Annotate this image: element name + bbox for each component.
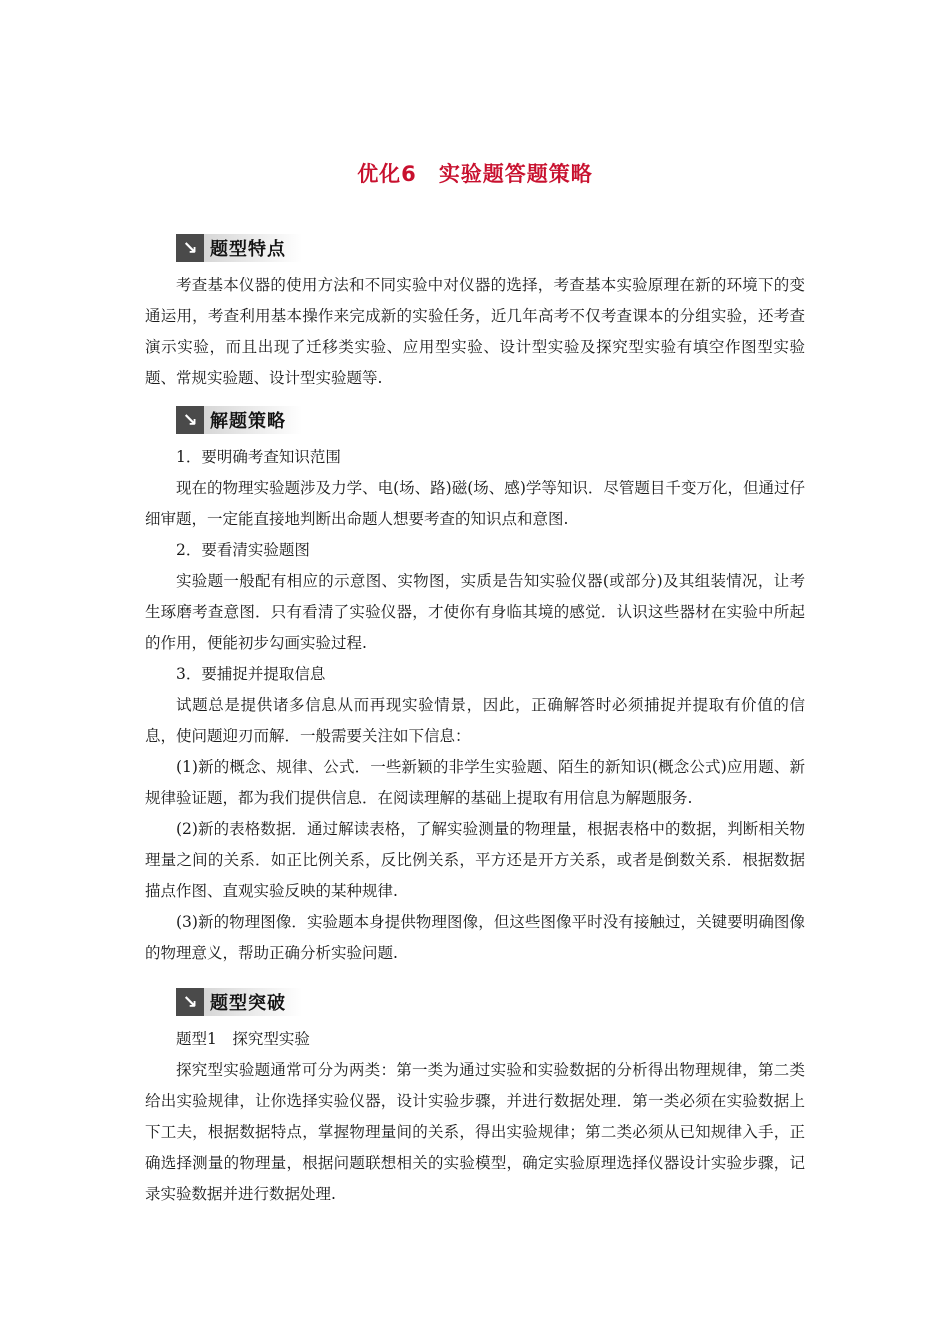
section-label: 题型突破	[204, 988, 302, 1016]
arrow-icon: ↘	[176, 406, 204, 434]
strategy-item-1: (1)新的概念、规律、公式．一些新颖的非学生实验题、陌生的新知识(概念公式)应用题、新规律验证题，都为我们提供信息．在阅读理解的基础上提取有用信息为解题服务.	[145, 758, 805, 807]
strategy-item-3: (3)新的物理图像．实验题本身提供物理图像，但这些图像平时没有接触过，关键要明确图像的物理意义，帮助正确分析实验问题.	[145, 913, 805, 962]
features-paragraph: 考查基本仪器的使用方法和不同实验中对仪器的选择，考查基本实验原理在新的环境下的变通运用，考查利用基本操作来完成新的实验任务，近几年高考不仅考查课本的分组实验，还考查演示实验，而且出现了迁移类实验、应用型实验、设计型实验及探究型实验有填空作图型实验题、常规实验题、设计型实验题等.	[145, 276, 805, 387]
type-1-heading: 题型1 探究型实验	[176, 1030, 310, 1048]
arrow-icon: ↘	[176, 988, 204, 1016]
section-header-strategy	[176, 406, 302, 434]
section-header-features	[176, 234, 302, 262]
strategy-heading-3: 3．要捕捉并提取信息	[176, 665, 326, 683]
section-label: 解题策略	[204, 406, 302, 434]
type-1-paragraph: 探究型实验题通常可分为两类：第一类为通过实验和实验数据的分析得出物理规律，第二类给出实验规律，让你选择实验仪器，设计实验步骤，并进行数据处理．第一类必须在实验数据上下工夫，根据数据特点，掌握物理量间的关系，得出实验规律；第二类必须从已知规律入手，正确选择测量的物理量，根据问题联想相关的实验模型，确定实验原理选择仪器设计实验步骤，记录实验数据并进行数据处理.	[145, 1061, 805, 1203]
strategy-paragraph-3: 试题总是提供诸多信息从而再现实验情景，因此，正确解答时必须捕捉并提取有价值的信息，使问题迎刃而解．一般需要关注如下信息：	[145, 696, 805, 745]
title-text: 实验题答题策略	[438, 162, 593, 186]
strategy-item-2: (2)新的表格数据．通过解读表格，了解实验测量的物理量，根据表格中的数据，判断相关物理量之间的关系．如正比例关系，反比例关系，平方还是开方关系，或者是倒数关系．根据数据描点作图、直观实验反映的某种规律.	[145, 820, 805, 900]
title-number: 优化6	[357, 162, 417, 186]
strategy-paragraph-2: 实验题一般配有相应的示意图、实物图，实质是告知实验仪器(或部分)及其组装情况，让考生琢磨考查意图．只有看清了实验仪器，才使你有身临其境的感觉．认识这些器材在实验中所起的作用，便能初步勾画实验过程.	[145, 572, 805, 652]
strategy-heading-2: 2．要看清实验题图	[176, 541, 310, 559]
arrow-icon: ↘	[176, 234, 204, 262]
section-header-breakthrough	[176, 988, 302, 1016]
page-title	[0, 158, 950, 188]
section-label: 题型特点	[204, 234, 302, 262]
strategy-heading-1: 1．要明确考查知识范围	[176, 448, 341, 466]
strategy-paragraph-1: 现在的物理实验题涉及力学、电(场、路)磁(场、感)学等知识．尽管题目千变万化，但通过仔细审题，一定能直接地判断出命题人想要考查的知识点和意图.	[145, 479, 805, 528]
